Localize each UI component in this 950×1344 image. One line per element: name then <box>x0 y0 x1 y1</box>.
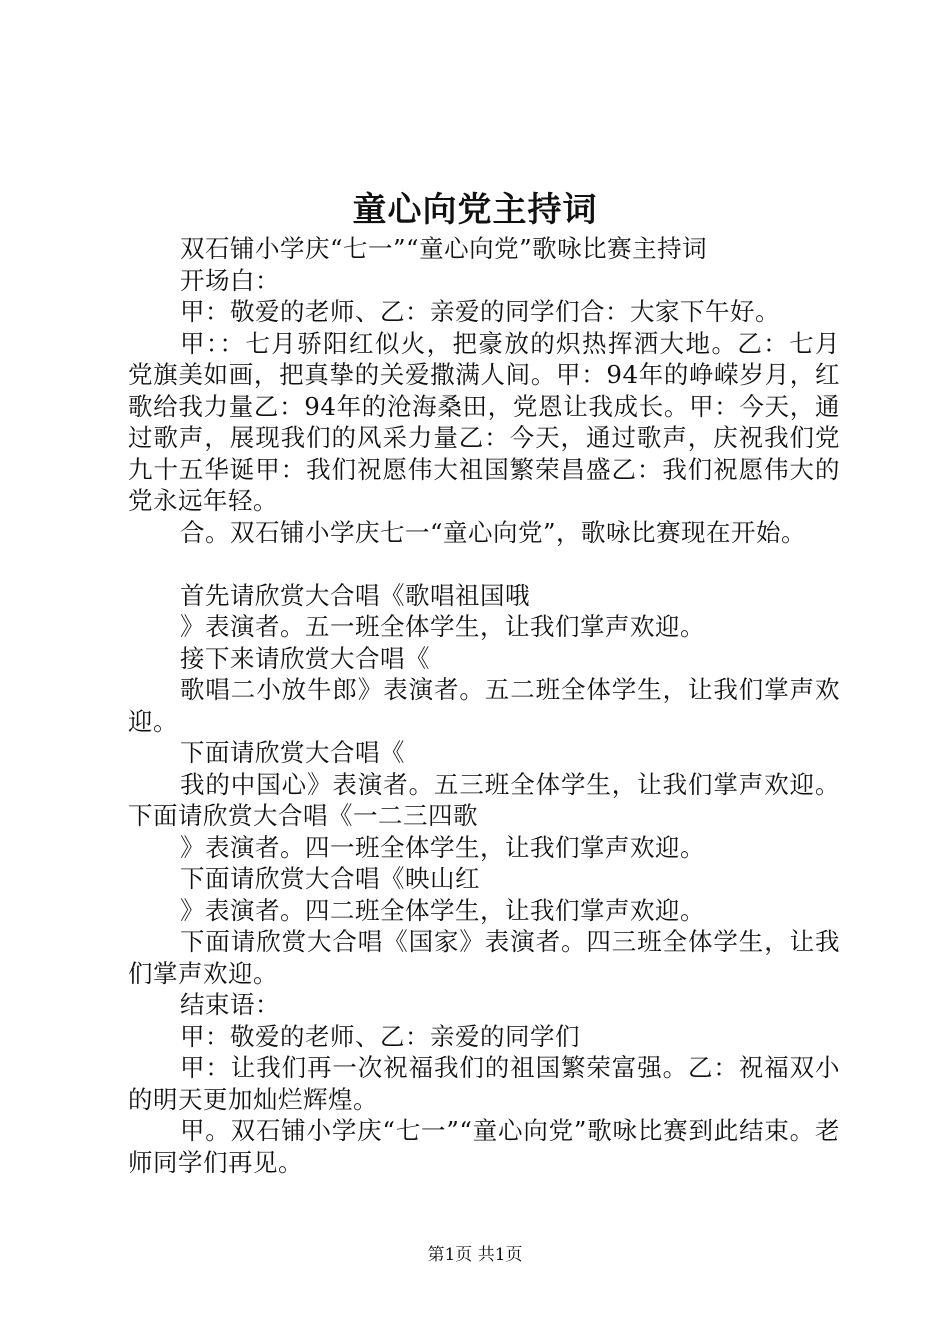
document-title: 童心向党主持词 <box>352 190 598 230</box>
paragraph: 》表演者。四二班全体学生，让我们掌声欢迎。 <box>180 895 705 925</box>
paragraph: 甲：敬爱的老师、乙：亲爱的同学们合：大家下午好。 <box>180 297 780 326</box>
paragraph <box>128 548 840 580</box>
paragraph: 首先请欣赏大合唱《歌唱祖国哦 <box>180 580 530 610</box>
paragraph: 开场白： <box>180 265 280 295</box>
paragraph: 合。双石铺小学庆七一“童心向党”，歌咏比赛现在开始。 <box>180 517 807 547</box>
paragraph: 结束语： <box>180 990 280 1019</box>
paragraph: 下面请欣赏大合唱《 <box>180 738 405 767</box>
paragraph: 甲：敬爱的老师、乙：亲爱的同学们 <box>180 1021 580 1051</box>
paragraph: 歌唱二小放牛郎》表演者。五二班全体学生，让我们掌声欢迎。 <box>128 675 840 736</box>
paragraph: 我的中国心》表演者。五三班全体学生，让我们掌声欢迎。下面请欣赏大合唱《一二三四歌 <box>128 769 840 830</box>
document-body <box>128 233 840 1178</box>
paragraph: 接下来请欣赏大合唱《 <box>180 643 430 673</box>
paragraph: 甲。双石铺小学庆“七一”“童心向党”歌咏比赛到此结束。老师同学们再见。 <box>128 1116 840 1177</box>
paragraph: 》表演者。四一班全体学生，让我们掌声欢迎。 <box>180 832 705 862</box>
paragraph: 》表演者。五一班全体学生，让我们掌声欢迎。 <box>180 612 705 641</box>
paragraph: 下面请欣赏大合唱《国家》表演者。四三班全体学生，让我们掌声欢迎。 <box>128 927 840 988</box>
paragraph: 甲：：七月骄阳红似火，把豪放的炽热挥洒大地。乙：七月党旗美如画，把真挚的关爱撒满人间。甲：94年的峥嵘岁月，红歌给我力量乙：94年的沧海桑田，党恩让我成长。甲：今天，通过歌声，展现我们的风采力量乙：今天，通过歌声，庆祝我们党九十五华诞甲：我们祝愿伟大祖国繁荣昌盛乙：我们祝愿伟大的党永远年轻。 <box>128 328 840 515</box>
paragraph: 下面请欣赏大合唱《映山红 <box>180 864 480 893</box>
page-footer: 第1页 共1页 <box>427 1245 523 1265</box>
paragraph: 甲：让我们再一次祝福我们的祖国繁荣富强。乙：祝福双小的明天更加灿烂辉煌。 <box>128 1053 840 1114</box>
paragraph: 双石铺小学庆“七一”“童心向党”歌咏比赛主持词 <box>180 234 708 263</box>
